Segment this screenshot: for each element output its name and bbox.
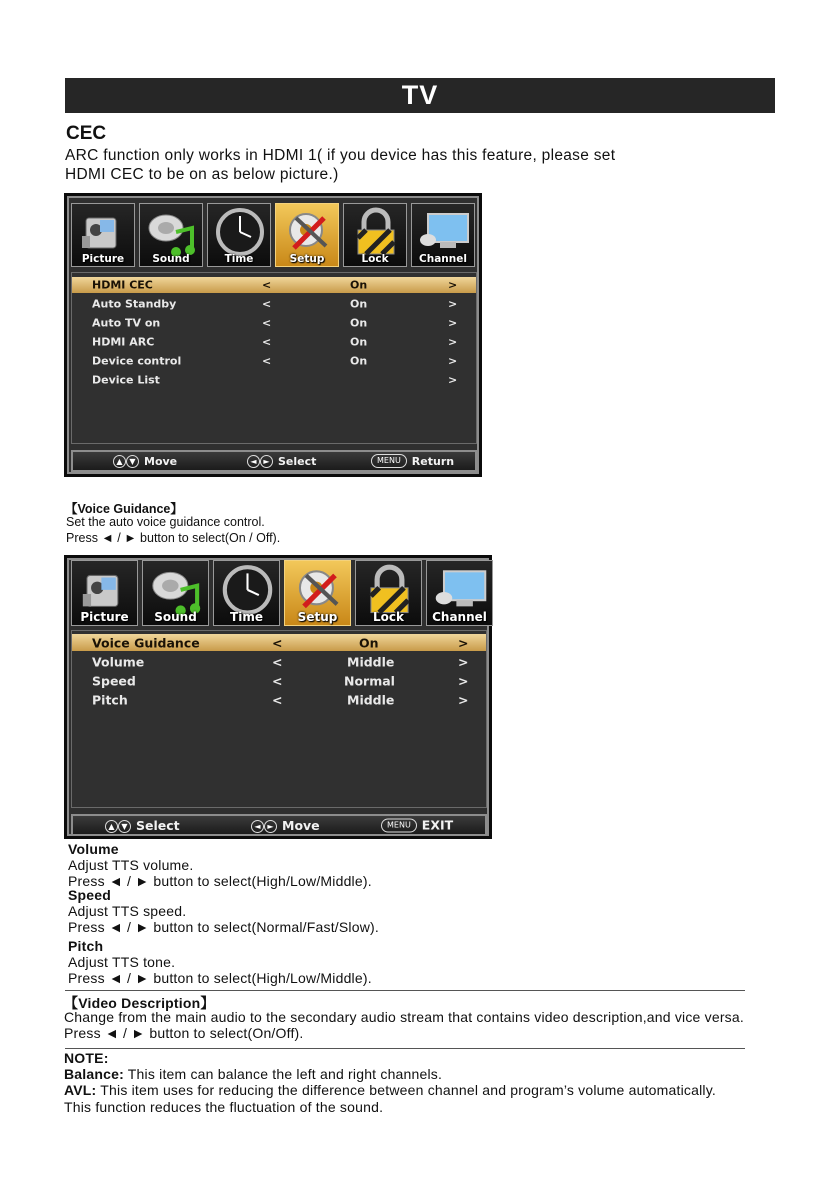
note-line-3: This function reduces the fluctuation of the sound. bbox=[64, 1099, 384, 1115]
tab-label: Setup bbox=[289, 253, 325, 265]
right-arrow-icon[interactable]: > bbox=[448, 354, 458, 368]
tab-label: Picture bbox=[80, 610, 129, 624]
menu-row-volume[interactable] bbox=[72, 653, 486, 670]
video-description-line-1: Change from the main audio to the secondary audio stream that contains video description,and vice versa. bbox=[64, 1009, 744, 1025]
right-arrow-icon[interactable]: > bbox=[448, 335, 458, 349]
tab-label: Time bbox=[224, 253, 254, 265]
left-right-buttons-icon: ◄ ► bbox=[251, 817, 277, 833]
menu-row-value: On bbox=[350, 297, 368, 311]
menu-row-auto-standby[interactable] bbox=[72, 296, 476, 312]
menu-row-value: Normal bbox=[344, 673, 395, 688]
left-right-buttons-icon: ◄ ► bbox=[247, 454, 273, 468]
footer-select-hint bbox=[247, 454, 316, 468]
tab-picture[interactable] bbox=[71, 203, 135, 267]
volume-heading: Volume bbox=[68, 841, 119, 857]
tab-picture[interactable] bbox=[71, 560, 138, 626]
left-arrow-icon[interactable]: < bbox=[262, 335, 272, 349]
footer-select-hint bbox=[105, 817, 180, 833]
tab-label: Picture bbox=[81, 253, 125, 265]
menu-row-label: HDMI ARC bbox=[92, 335, 155, 349]
menu-row-label: Device control bbox=[92, 354, 182, 368]
tab-time[interactable] bbox=[207, 203, 271, 267]
setup-menu-screenshot-hdmi-cec bbox=[64, 193, 482, 477]
footer-exit-label: EXIT bbox=[421, 817, 454, 833]
right-arrow-icon[interactable]: > bbox=[458, 635, 469, 650]
cec-text-line-1: ARC function only works in HDMI 1( if you device has this feature, please set bbox=[65, 147, 616, 164]
tab-label: Time bbox=[230, 610, 263, 624]
tab-label: Sound bbox=[154, 610, 197, 624]
footer-select-label: Select bbox=[136, 817, 180, 833]
pitch-line-2: Press ◄ / ► button to select(High/Low/Middle). bbox=[68, 970, 372, 986]
page-banner: TV bbox=[65, 78, 775, 113]
menu-list bbox=[71, 272, 477, 444]
right-arrow-icon[interactable]: > bbox=[458, 654, 469, 669]
menu-row-device-control[interactable] bbox=[72, 353, 476, 369]
pitch-line-1: Adjust TTS tone. bbox=[68, 954, 176, 970]
left-arrow-icon[interactable]: < bbox=[262, 316, 272, 330]
menu-row-pitch[interactable] bbox=[72, 691, 486, 708]
menu-row-value: Middle bbox=[347, 654, 395, 669]
voice-guidance-line-1: Set the auto voice guidance control. bbox=[66, 515, 265, 529]
note-balance bbox=[64, 1066, 442, 1082]
tab-time[interactable] bbox=[213, 560, 280, 626]
note-balance-label: Balance: bbox=[64, 1066, 124, 1082]
right-arrow-icon[interactable]: > bbox=[458, 673, 469, 688]
tab-sound[interactable] bbox=[139, 203, 203, 267]
menu-row-hdmi-arc[interactable] bbox=[72, 334, 476, 350]
footer-move-hint bbox=[251, 817, 320, 833]
menu-row-value: On bbox=[350, 354, 368, 368]
menu-row-auto-tv-on[interactable] bbox=[72, 315, 476, 331]
tab-sound[interactable] bbox=[142, 560, 209, 626]
note-balance-text: This item can balance the left and right channels. bbox=[123, 1066, 443, 1082]
voice-guidance-line-2: Press ◄ / ► button to select(On / Off). bbox=[66, 531, 281, 545]
tab-label: Channel bbox=[419, 253, 467, 265]
menu-footer-bar bbox=[71, 450, 477, 472]
speed-heading: Speed bbox=[68, 887, 112, 903]
menu-list bbox=[71, 630, 487, 808]
footer-exit-hint bbox=[381, 818, 453, 833]
menu-footer-bar bbox=[71, 814, 487, 836]
tab-label: Sound bbox=[152, 253, 190, 265]
tab-setup[interactable] bbox=[284, 560, 351, 626]
speed-line-2: Press ◄ / ► button to select(Normal/Fast/Slow). bbox=[68, 919, 379, 935]
menu-row-label: Speed bbox=[92, 673, 136, 688]
tab-label: Setup bbox=[297, 610, 338, 624]
volume-line-2: Press ◄ / ► button to select(High/Low/Middle). bbox=[68, 873, 372, 889]
note-heading: NOTE: bbox=[64, 1050, 109, 1066]
menu-row-hdmi-cec[interactable] bbox=[72, 277, 476, 293]
right-arrow-icon[interactable]: > bbox=[448, 316, 458, 330]
speed-line-1: Adjust TTS speed. bbox=[68, 903, 187, 919]
tab-label: Lock bbox=[373, 610, 404, 624]
right-arrow-icon[interactable]: > bbox=[458, 692, 469, 707]
cec-heading: CEC bbox=[66, 123, 107, 144]
menu-row-label: Volume bbox=[92, 654, 145, 669]
tab-lock[interactable] bbox=[343, 203, 407, 267]
menu-key-icon: MENU bbox=[371, 454, 407, 468]
footer-return-hint bbox=[371, 454, 454, 468]
menu-row-value: On bbox=[359, 635, 379, 650]
menu-row-label: Pitch bbox=[92, 692, 128, 707]
tab-channel[interactable] bbox=[426, 560, 493, 626]
tab-channel[interactable] bbox=[411, 203, 475, 267]
menu-row-value: On bbox=[350, 278, 368, 292]
footer-return-label: Return bbox=[411, 454, 455, 468]
left-arrow-icon[interactable]: < bbox=[272, 692, 283, 707]
tab-setup[interactable] bbox=[275, 203, 339, 267]
tab-label: Channel bbox=[432, 610, 487, 624]
menu-row-value: Middle bbox=[347, 692, 395, 707]
right-arrow-icon[interactable]: > bbox=[448, 278, 458, 292]
left-arrow-icon[interactable]: < bbox=[272, 635, 283, 650]
menu-key-icon: MENU bbox=[381, 818, 417, 832]
menu-row-speed[interactable] bbox=[72, 672, 486, 689]
menu-row-label: Auto Standby bbox=[92, 297, 177, 311]
left-arrow-icon[interactable]: < bbox=[272, 673, 283, 688]
menu-row-device-list[interactable] bbox=[72, 372, 476, 388]
pitch-heading: Pitch bbox=[68, 938, 104, 954]
left-arrow-icon[interactable]: < bbox=[262, 297, 272, 311]
volume-line-1: Adjust TTS volume. bbox=[68, 857, 194, 873]
video-description-line-2: Press ◄ / ► button to select(On/Off). bbox=[64, 1025, 304, 1041]
menu-row-value: On bbox=[350, 335, 368, 349]
left-arrow-icon[interactable]: < bbox=[262, 278, 272, 292]
up-down-buttons-icon: ▲ ▼ bbox=[113, 454, 139, 468]
divider bbox=[65, 1048, 745, 1049]
tab-lock[interactable] bbox=[355, 560, 422, 626]
video-description-heading: 【Video Description】 bbox=[64, 995, 215, 1011]
footer-move-label: Move bbox=[282, 817, 320, 833]
up-down-buttons-icon: ▲ ▼ bbox=[105, 817, 131, 833]
cec-text-line-2: HDMI CEC to be on as below picture.) bbox=[65, 166, 339, 183]
right-arrow-icon[interactable]: > bbox=[448, 373, 458, 387]
left-arrow-icon[interactable]: < bbox=[272, 654, 283, 669]
menu-row-label: Auto TV on bbox=[92, 316, 161, 330]
setup-menu-screenshot-voice-guidance bbox=[64, 555, 492, 839]
menu-row-value: On bbox=[350, 316, 368, 330]
menu-row-label: HDMI CEC bbox=[92, 278, 153, 292]
note-avl-text: This item uses for reducing the difference between channel and program’s volume automatically. bbox=[96, 1082, 716, 1098]
right-arrow-icon[interactable]: > bbox=[448, 297, 458, 311]
tab-label: Lock bbox=[361, 253, 389, 265]
footer-move-hint bbox=[113, 454, 177, 468]
footer-move-label: Move bbox=[144, 454, 178, 468]
voice-guidance-heading: 【Voice Guidance】 bbox=[65, 502, 183, 516]
menu-row-label: Device List bbox=[92, 373, 160, 387]
note-avl bbox=[64, 1082, 716, 1098]
left-arrow-icon[interactable]: < bbox=[262, 354, 272, 368]
note-avl-label: AVL: bbox=[64, 1082, 97, 1098]
divider bbox=[65, 990, 745, 991]
menu-row-voice-guidance[interactable] bbox=[72, 634, 486, 651]
menu-row-label: Voice Guidance bbox=[92, 635, 200, 650]
footer-select-label: Select bbox=[278, 454, 317, 468]
